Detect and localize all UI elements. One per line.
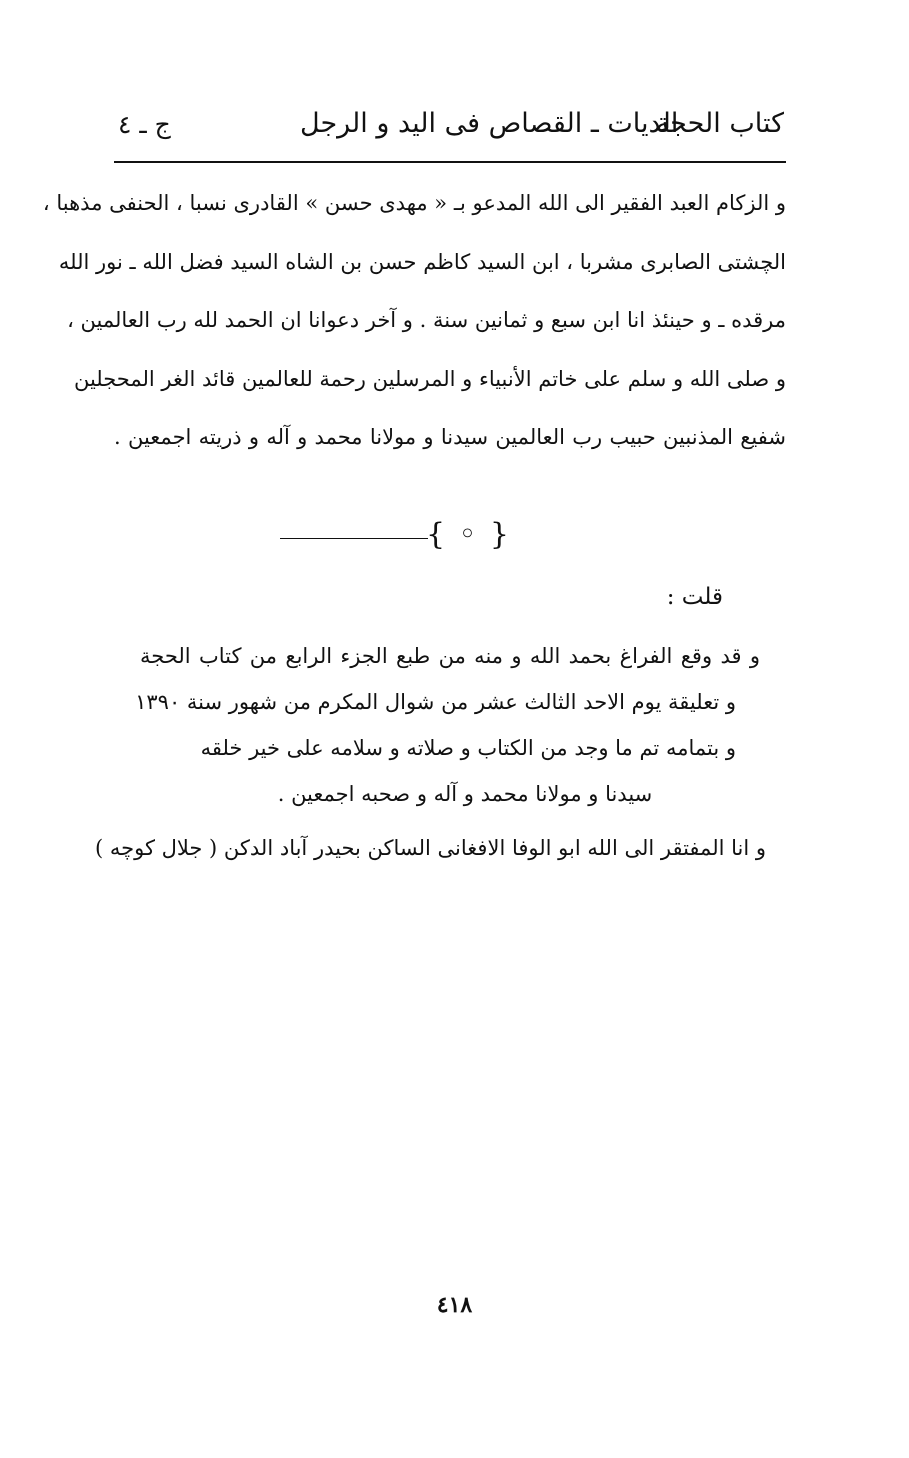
- text-line: الچشتى الصابرى مشربا ، ابن السيد كاظم حسن بن الشاه السيد فضل الله ـ نور الله: [58, 249, 786, 274]
- chapter-title: الديات ـ القصاص فى اليد و الرجل: [300, 108, 679, 139]
- text-line: و بتمامه تم ما وجد من الكتاب و صلاته و سلامه على خير خلقه: [200, 736, 736, 760]
- text-line: سيدنا و مولانا محمد و آله و صحبه اجمعين .: [277, 782, 653, 806]
- text-line: و الزكام العبد الفقير الى الله المدعو بـ « مهدى حسن » القادرى نسبا ، الحنفى مذهبا ،: [42, 191, 786, 215]
- page-number: ٤١٨: [436, 1292, 473, 1318]
- divider-line: [280, 538, 428, 539]
- signature-line: و انا المفتقر الى الله ابو الوفا الافغانى الساكن بحيدر آباد الدكن ( جلال كوچه ): [94, 836, 766, 860]
- text-line: و تعليقة يوم الاحد الثالث عشر من شوال المكرم من شهور سنة ١٣٩٠: [135, 690, 736, 714]
- header-rule: [114, 161, 786, 163]
- running-header: [118, 104, 784, 152]
- colophon-note: [135, 633, 760, 817]
- text-line: شفيع المذنبين حبيب رب العالمين سيدنا و مولانا محمد و آله و ذريته اجمعين .: [114, 425, 786, 449]
- section-divider: [280, 515, 511, 555]
- ornament-icon: { ◦ }: [426, 517, 511, 552]
- text-line: مرقده ـ و حينئذ انا ابن سبع و ثمانين سنة . و آخر دعوانا ان الحمد لله رب العالمين ،: [67, 308, 786, 332]
- text-line: و قد وقع الفراغ بحمد الله و منه من طبع الجزء الرابع من كتاب الحجة: [140, 644, 760, 668]
- text-line: و صلى الله و سلم على خاتم الأنبياء و المرسلين رحمة للعالمين قائد الغر المحجلين: [73, 366, 786, 391]
- closing-paragraph: [42, 174, 786, 467]
- book-title: كتاب الحجة: [655, 108, 784, 139]
- volume-label: ج ـ ٤: [118, 110, 171, 139]
- note-heading: قلت :: [666, 584, 723, 610]
